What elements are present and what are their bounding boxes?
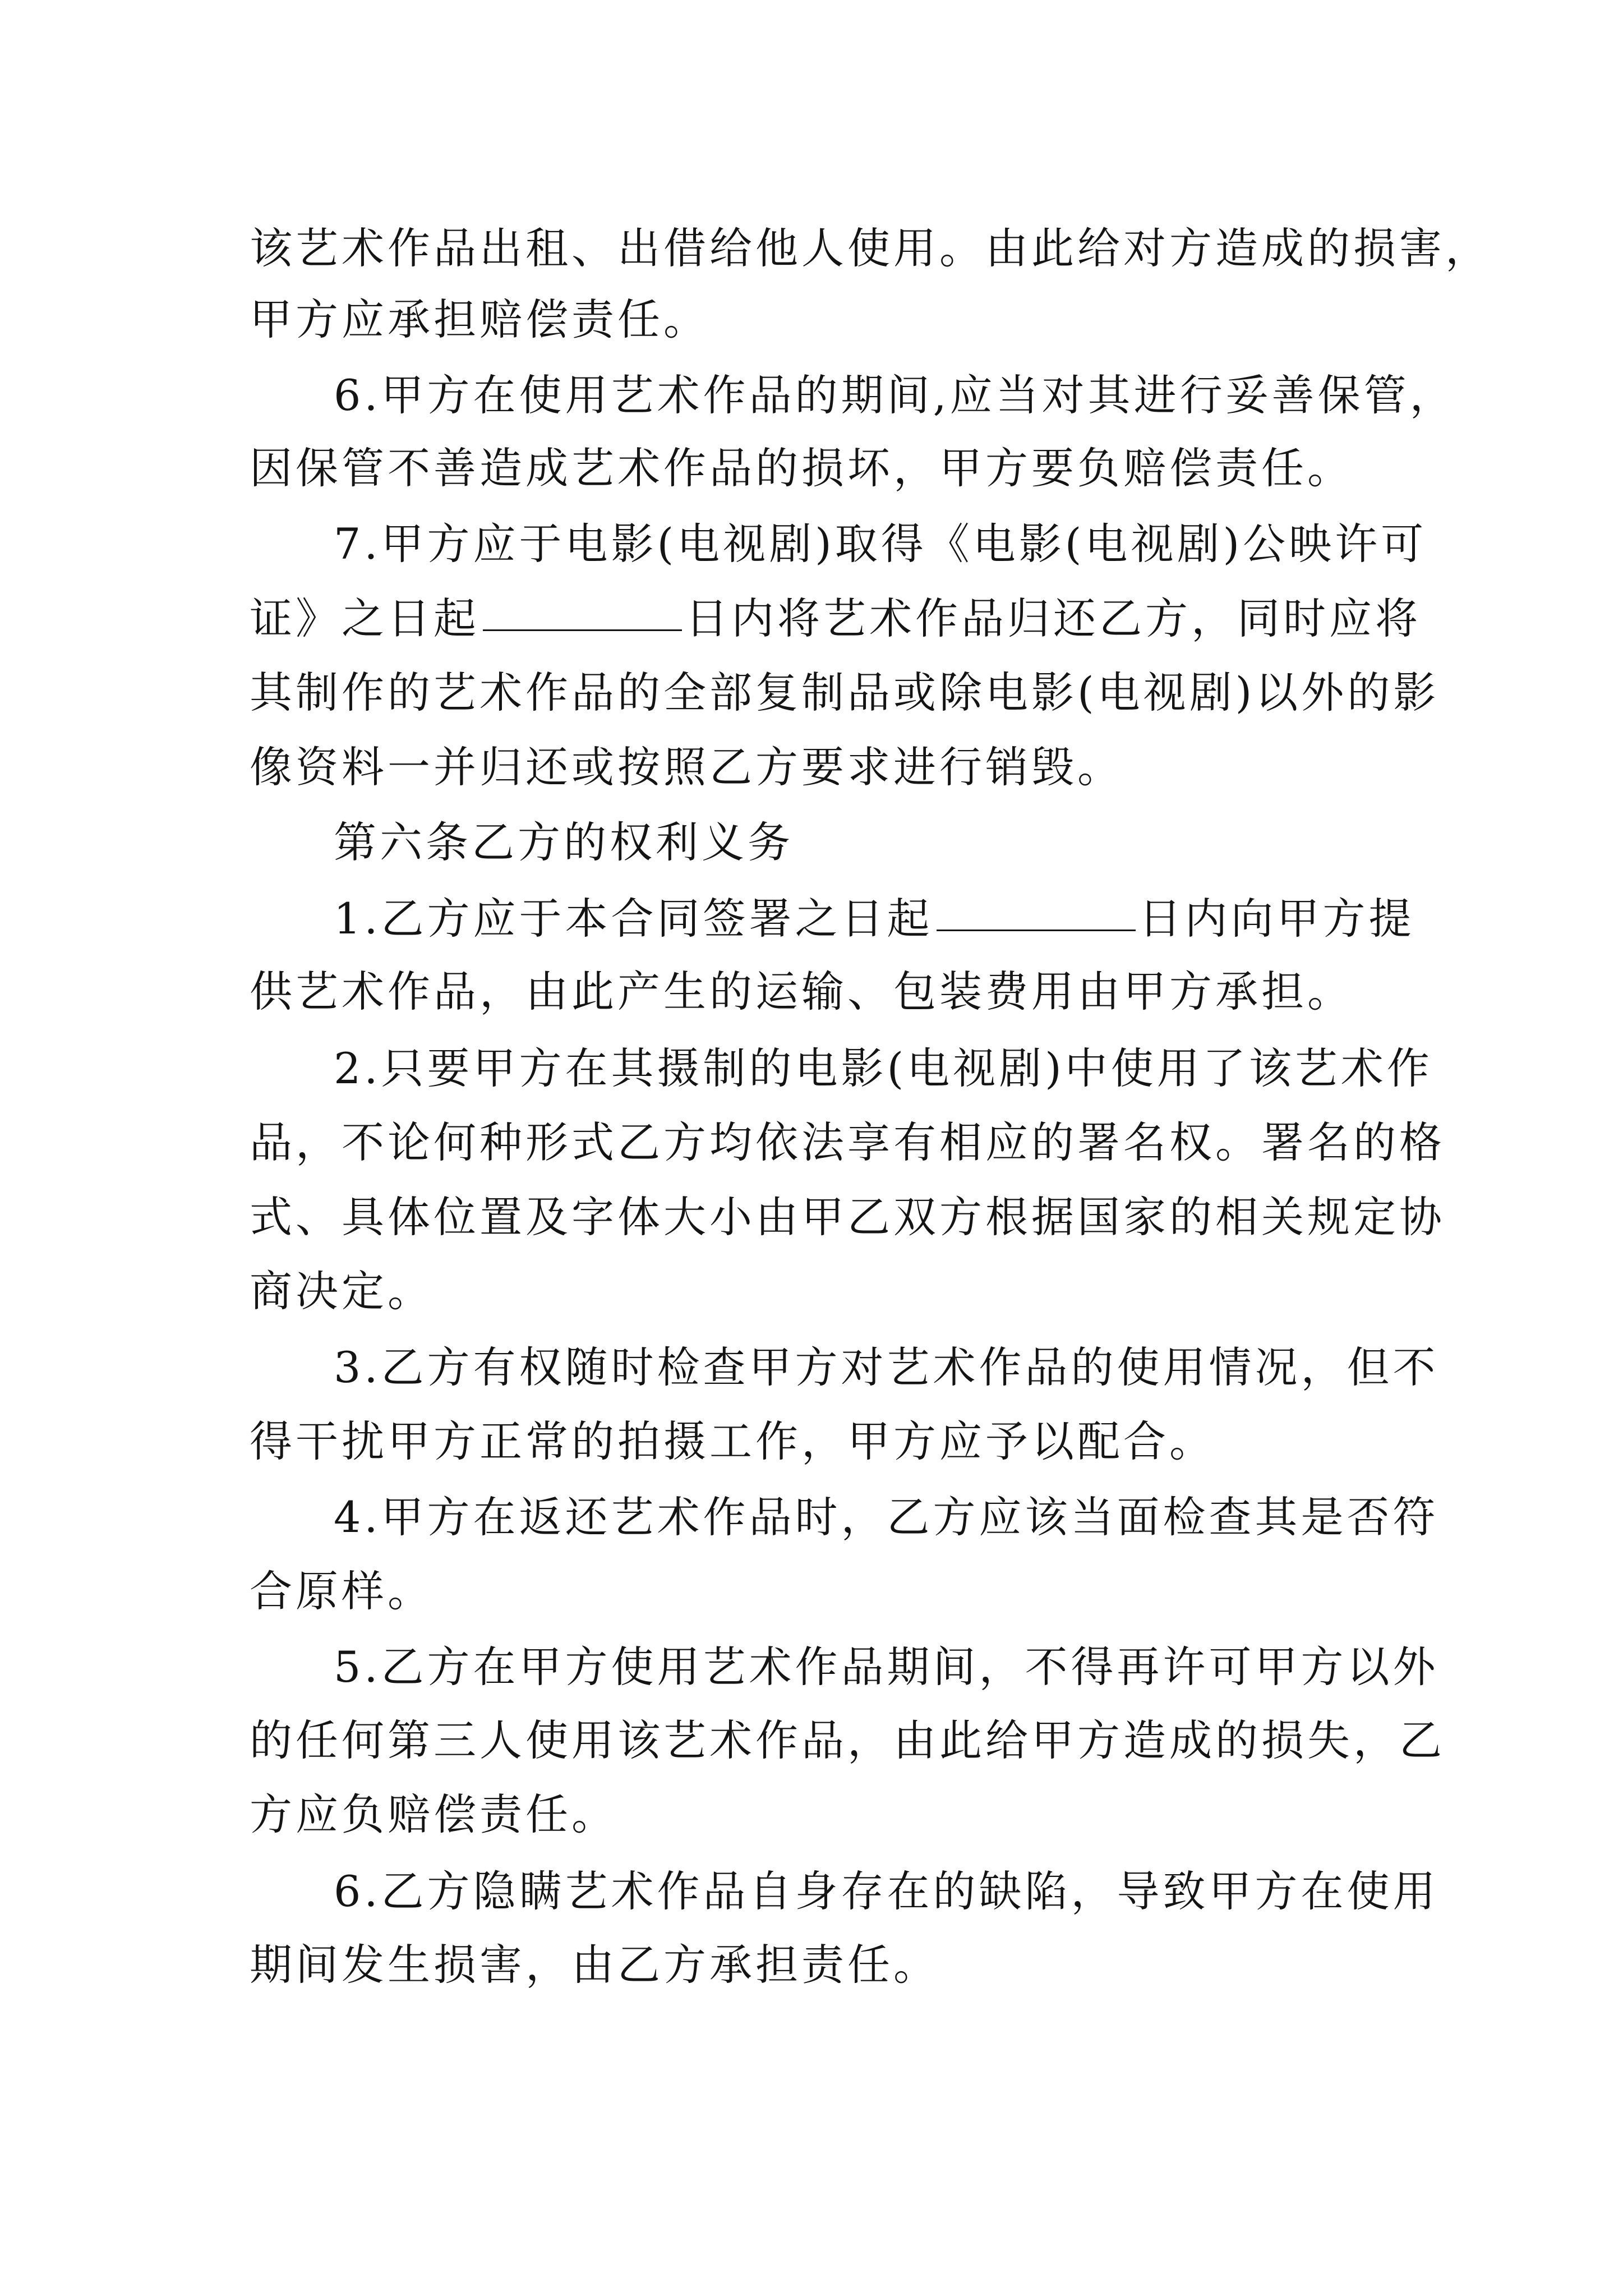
line-text: 像资料一并归还或按照乙方要求进行销毁。: [250, 742, 1123, 792]
text-line-2: [250, 292, 709, 348]
line-text: 商决定。: [250, 1266, 434, 1316]
line-text: 日内向甲方提: [1138, 894, 1415, 944]
line-text: 式、具体位置及字体大小由甲乙双方根据国家的相关规定协: [250, 1192, 1445, 1242]
line-text: 供艺术作品，由此产生的运输、包装费用由甲方承担。: [250, 967, 1353, 1016]
item-3-line-2: [250, 1414, 1215, 1470]
line-text: 因保管不善造成艺术作品的损坏，甲方要负赔偿责任。: [250, 443, 1353, 493]
item-5-line-1: [334, 1639, 1439, 1695]
line-text: 3.乙方有权随时检查甲方对艺术作品的使用情况，但不: [334, 1342, 1439, 1392]
line-text: 2.只要甲方在其摄制的电影(电视剧)中使用了该艺术作: [334, 1043, 1433, 1093]
line-text: 品，不论何种形式乙方均依法享有相应的署名权。署名的格: [250, 1117, 1445, 1167]
item-2-line-1: [334, 1041, 1433, 1097]
line-text: 的任何第三人使用该艺术作品，由此给甲方造成的损失，乙: [250, 1715, 1445, 1765]
item-1-line-1: [334, 891, 1415, 947]
line-text: 方应负赔偿责任。: [250, 1789, 617, 1839]
line-text: 1.乙方应于本合同签署之日起: [334, 894, 933, 944]
paragraph-7-line-3: [250, 665, 1439, 721]
line-text: 6.乙方隐瞒艺术作品自身存在的缺陷，导致甲方在使用: [334, 1866, 1439, 1916]
blank-field: [937, 928, 1136, 931]
item-1-line-2: [250, 964, 1353, 1020]
item-6-line-1: [334, 1864, 1439, 1920]
paragraph-7-line-1: [334, 516, 1427, 572]
item-2-line-2: [250, 1115, 1445, 1171]
line-text: 其制作的艺术作品的全部复制品或除电影(电视剧)以外的影: [250, 668, 1440, 717]
item-2-line-3: [250, 1189, 1445, 1245]
line-text: 合原样。: [250, 1566, 434, 1616]
blank-field: [483, 628, 682, 631]
line-text: 证》之日起: [250, 593, 479, 643]
item-5-line-2: [250, 1713, 1445, 1769]
item-6-line-2: [250, 1937, 939, 1993]
item-4-line-1: [334, 1489, 1439, 1545]
section-heading: [334, 815, 794, 871]
item-2-line-4: [250, 1263, 434, 1319]
item-5-line-3: [250, 1787, 617, 1843]
line-text: 期间发生损害，由乙方承担责任。: [250, 1940, 939, 1990]
text-line-1: [250, 220, 1491, 277]
item-4-line-2: [250, 1563, 434, 1619]
line-text: 该艺术作品出租、出借给他人使用。由此给对方造成的损害，: [250, 223, 1491, 273]
line-text: 7.甲方应于电影(电视剧)取得《电影(电视剧)公映许可: [334, 519, 1427, 569]
line-text: 日内将艺术作品归还乙方，同时应将: [685, 593, 1421, 643]
item-3-line-1: [334, 1340, 1439, 1396]
line-text: 5.乙方在甲方使用艺术作品期间，不得再许可甲方以外: [334, 1642, 1439, 1692]
line-text: 得干扰甲方正常的拍摄工作，甲方应予以配合。: [250, 1416, 1215, 1466]
line-text: 甲方应承担赔偿责任。: [250, 295, 709, 344]
paragraph-6-line-2: [250, 440, 1353, 496]
paragraph-7-line-2: [250, 591, 1421, 647]
paragraph-6-line-1: [334, 367, 1456, 424]
line-text: 4.甲方在返还艺术作品时，乙方应该当面检查其是否符: [334, 1492, 1439, 1542]
paragraph-7-line-4: [250, 739, 1123, 795]
line-text: 6.甲方在使用艺术作品的期间,应当对其进行妥善保管，: [334, 370, 1456, 420]
heading-text: 第六条乙方的权利义务: [334, 817, 794, 867]
